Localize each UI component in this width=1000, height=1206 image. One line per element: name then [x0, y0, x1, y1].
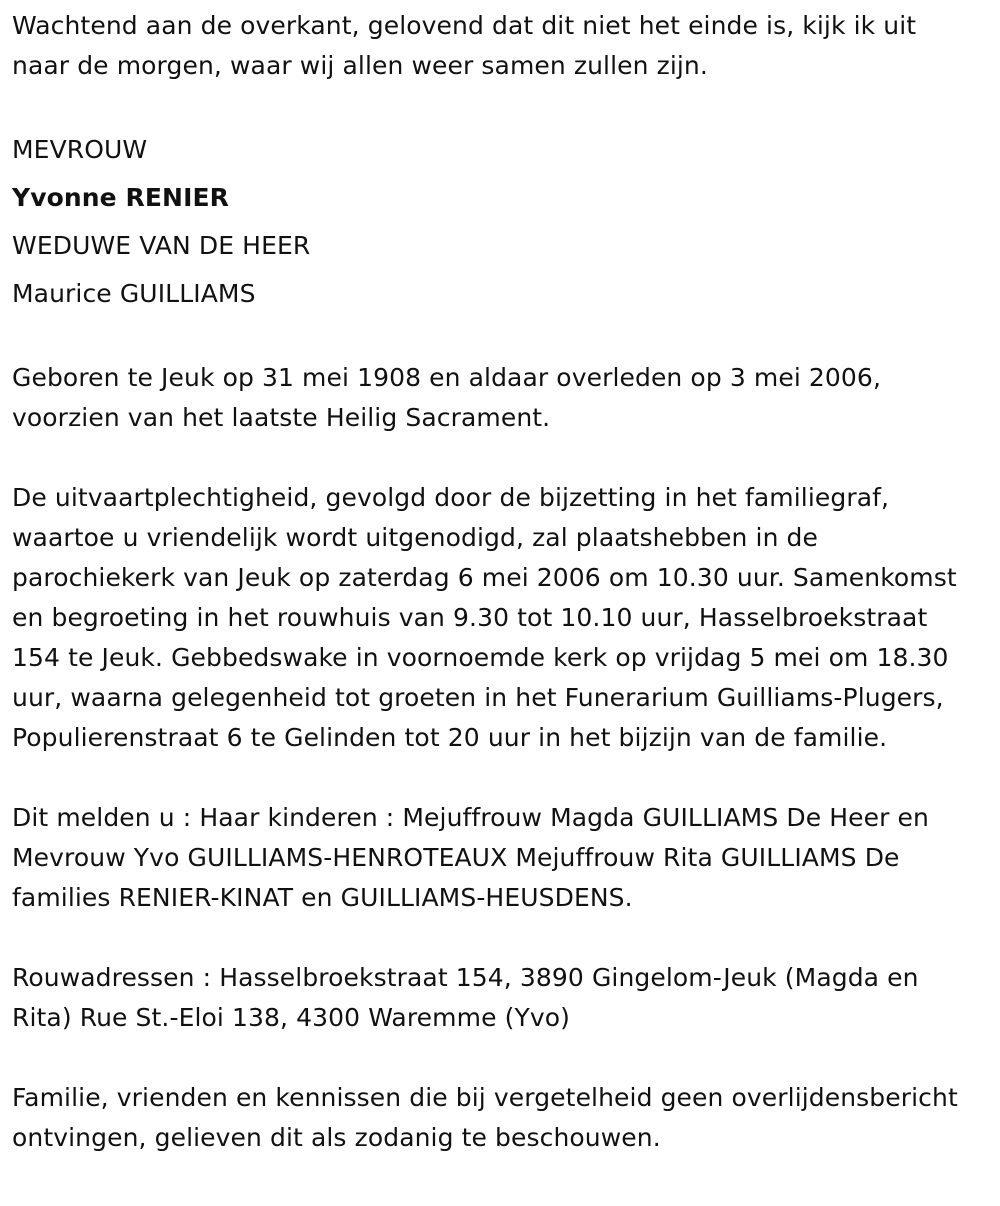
spacer — [12, 438, 988, 478]
spacer — [12, 758, 988, 798]
ceremony-paragraph: De uitvaartplechtigheid, gevolgd door de bijzetting in het familiegraf, waartoe u vriendelijk wordt uitgenodigd, zal plaatshebben in de parochiekerk van Jeuk op zaterdag 6 mei 2006 om 10.30 uur. Samenkomst en begroeting in het rouwhuis van 9.30 tot 10.10 uur, Hasselbroekstraat 154 te Jeuk. Gebbedswake in voornoemde kerk op vrijdag 5 mei om 18.30 uur, waarna gelegenheid tot groeten in het Funerarium Guilliams-Plugers, Populierenstraat 6 te Gelinden tot 20 uur in het bijzijn van de familie. — [12, 483, 957, 752]
addresses-paragraph: Rouwadressen : Hasselbroekstraat 154, 3890 Gingelom-Jeuk (Magda en Rita) Rue St.-Eloi 138, 4300 Waremme (Yvo) — [12, 963, 919, 1032]
intro-paragraph: Wachtend aan de overkant, gelovend dat dit niet het einde is, kijk ik uit naar de morgen, waar wij allen weer samen zullen zijn. — [12, 11, 917, 80]
widow-of-line: WEDUWE VAN DE HEER — [12, 231, 311, 260]
closing-paragraph: Familie, vrienden en kennissen die bij vergetelheid geen overlijdensbericht ontvingen, gelieven dit als zodanig te beschouwen. — [12, 1083, 958, 1152]
title-line: MEVROUW — [12, 135, 148, 164]
spouse-name: Maurice GUILLIAMS — [12, 279, 256, 308]
spacer — [12, 918, 988, 958]
spacer — [12, 318, 988, 358]
spacer — [12, 86, 988, 126]
birth-death-paragraph: Geboren te Jeuk op 31 mei 1908 en aldaar overleden op 3 mei 2006, voorzien van het laatste Heilig Sacrament. — [12, 363, 881, 432]
deceased-name: Yvonne RENIER — [12, 183, 230, 212]
announced-by-paragraph: Dit melden u : Haar kinderen : Mejuffrouw Magda GUILLIAMS De Heer en Mevrouw Yvo GUILLIAMS-HENROTEAUX Mejuffrouw Rita GUILLIAMS De families RENIER-KINAT en GUILLIAMS-HEUSDENS. — [12, 803, 929, 912]
spacer — [12, 1038, 988, 1078]
